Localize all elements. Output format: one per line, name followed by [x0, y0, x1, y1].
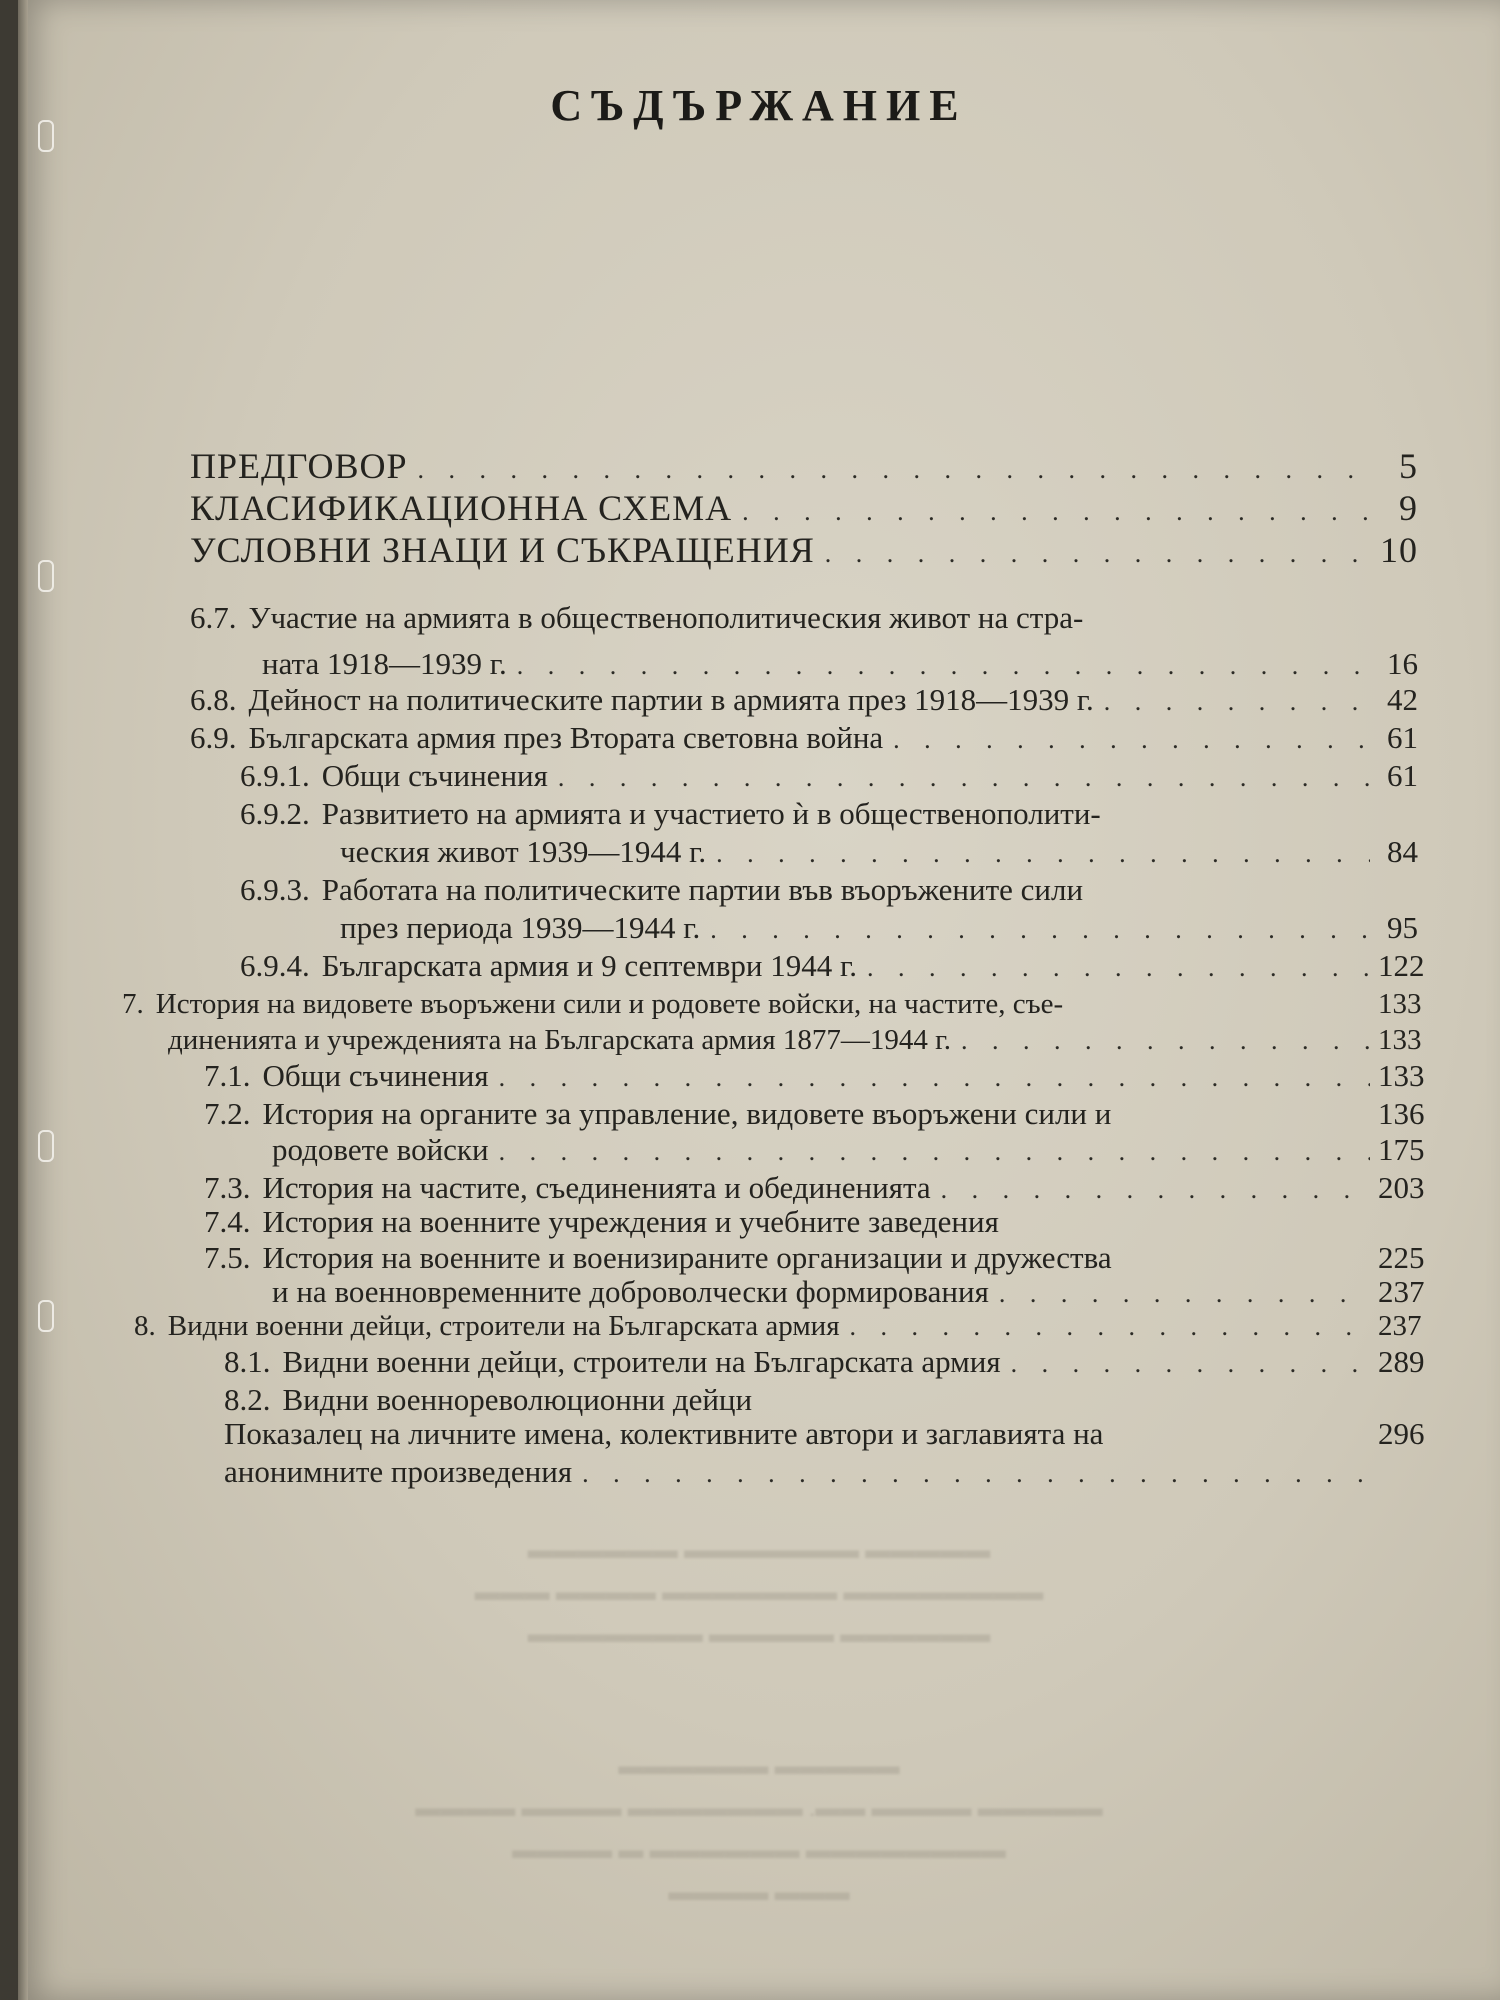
toc-page-number: 10: [1380, 530, 1418, 570]
toc-page-number: 133: [1378, 1024, 1422, 1056]
dot-leader: [999, 1281, 1370, 1307]
toc-entry-label: Общи съчинения: [262, 1058, 489, 1093]
toc-entry-label: Развитието на армията и участието ѝ в общественополити-: [321, 796, 1101, 831]
toc-entry-label: Участие на армията в общественополитическия живот на стра-: [248, 600, 1084, 635]
toc-entry-8-1: [224, 1344, 1425, 1379]
toc-entry-7-2: [204, 1096, 1425, 1131]
toc-page-number: 175: [1378, 1132, 1425, 1167]
toc-page-number: 136: [1378, 1096, 1425, 1131]
dot-leader: [1104, 689, 1370, 715]
toc-page-number: 95: [1387, 910, 1418, 945]
toc-page-number: 9: [1399, 488, 1418, 528]
binding-stitch: [38, 560, 54, 592]
toc-entry-classification-scheme: [190, 490, 1418, 526]
toc-entry-number: 6.8.: [190, 682, 237, 717]
toc-page-number: 237: [1378, 1310, 1422, 1342]
toc-entry-label: Българската армия през Втората световна война: [248, 720, 884, 755]
toc-page-number: 122: [1378, 948, 1425, 983]
toc-entry-8-2: [224, 1384, 1418, 1415]
toc-entry-number: 6.9.4.: [240, 948, 310, 983]
toc-page-number: 42: [1387, 682, 1418, 717]
toc-entry-index-cont: [224, 1456, 1418, 1487]
dot-leader: [499, 1065, 1370, 1091]
toc-entry-8: [134, 1310, 1422, 1342]
dot-leader: [1011, 1351, 1370, 1377]
toc-entry-label: КЛАСИФИКАЦИОННА СХЕМА: [190, 488, 733, 528]
book-page: [18, 0, 1500, 2000]
binding-stitch: [38, 1300, 54, 1332]
show-through-line: ▬▬▬▬▬▬▬▬ ▬▬▬▬▬▬▬ ▬▬▬▬ ▬▬▬: [474, 1579, 1044, 1606]
toc-entry-label: ната 1918—1939 г.: [262, 646, 507, 681]
toc-entry-label: Видни военнореволюционни дейци: [282, 1382, 753, 1417]
toc-entry-index: [224, 1416, 1425, 1451]
toc-entry-label: Общи съчинения: [321, 758, 548, 793]
toc-entry-label: ческия живот 1939—1944 г.: [340, 834, 707, 869]
dot-leader: [418, 457, 1370, 483]
dot-leader: [850, 1314, 1370, 1340]
show-through-line: ▬▬▬ ▬▬▬▬: [668, 1879, 850, 1906]
toc-entry-number: 7.2.: [204, 1096, 251, 1131]
toc-entry-7-cont: [168, 1024, 1422, 1056]
toc-entry-preface: [190, 448, 1418, 484]
dot-leader: [893, 727, 1370, 753]
dot-leader: [499, 1139, 1370, 1165]
toc-entry-number: 7.: [122, 988, 144, 1020]
dot-leader: [710, 917, 1370, 943]
toc-entry-7-2-cont: [272, 1132, 1425, 1167]
toc-entry-number: 7.4.: [204, 1204, 251, 1239]
toc-entry-label: Работата на политическите партии във въоръжените сили: [321, 872, 1084, 907]
toc-entry-label: История на военните и военизираните организации и дружества: [262, 1240, 1112, 1275]
toc-entry-number: 6.9.2.: [240, 796, 310, 831]
show-through-line: ▬▬▬▬▬ ▬▬▬▬▬▬▬ ▬▬▬▬▬▬: [527, 1537, 991, 1564]
dot-leader: [742, 499, 1370, 525]
toc-entry-symbols: [190, 532, 1418, 568]
toc-entry-label: Показалец на личните имена, колективните автори и заглавията на: [224, 1416, 1104, 1451]
toc-page-number: 133: [1378, 1058, 1425, 1093]
toc-entry-6-7-cont: [262, 648, 1418, 679]
toc-entry-number: 6.9.3.: [240, 872, 310, 907]
toc-entry-6-9-3: [240, 874, 1418, 905]
toc-entry-7-3: [204, 1170, 1425, 1205]
toc-page-number: 61: [1387, 758, 1418, 793]
toc-entry-6-8: [190, 684, 1418, 715]
binding-stitch: [38, 1130, 54, 1162]
toc-entry-number: 6.9.: [190, 720, 237, 755]
toc-entry-number: 8.: [134, 1310, 156, 1342]
toc-entry-6-9-4: [240, 948, 1425, 983]
toc-entry-7-5: [204, 1240, 1425, 1275]
page-title: СЪДЪРЖАНИЕ: [550, 81, 968, 130]
toc-entry-label: История на частите, съединенията и обединенията: [262, 1170, 931, 1205]
toc-page-number: 61: [1387, 720, 1418, 755]
show-through-line: ▬▬▬▬▬ ▬▬▬▬▬▬: [618, 1753, 900, 1780]
dot-leader: [558, 765, 1370, 791]
toc-entry-6-9-2: [240, 798, 1418, 829]
toc-entry-7: [122, 988, 1422, 1020]
toc-page-number: 296: [1378, 1416, 1425, 1451]
toc-entry-label: през периода 1939—1944 г.: [340, 910, 701, 945]
toc-entry-6-9-2-cont: [340, 836, 1418, 867]
toc-entry-number: 8.2.: [224, 1382, 271, 1417]
toc-entry-number: 7.3.: [204, 1170, 251, 1205]
toc-page-number: 289: [1378, 1344, 1425, 1379]
toc-entry-number: 7.5.: [204, 1240, 251, 1275]
toc-entry-label: История на видовете въоръжени сили и родовете войски, на частите, съе-: [155, 988, 1064, 1020]
toc-entry-label: Видни военни дейци, строители на Българската армия: [282, 1344, 1001, 1379]
toc-entry-label: История на военните учреждения и учебните заведения: [262, 1204, 999, 1239]
toc-page-number: 84: [1387, 834, 1418, 869]
toc-entry-label: анонимните произведения: [224, 1454, 573, 1489]
show-through-imprint: [18, 1530, 1500, 1914]
toc-entry-label: родовете войски: [272, 1132, 489, 1167]
toc-entry-number: 6.9.1.: [240, 758, 310, 793]
dot-leader: [582, 1461, 1370, 1487]
toc-entry-number: 8.1.: [224, 1344, 271, 1379]
toc-page-number: 225: [1378, 1240, 1425, 1275]
toc-page-number: 203: [1378, 1170, 1425, 1205]
toc-page-number: 133: [1378, 988, 1422, 1020]
dot-leader: [716, 841, 1370, 867]
toc-entry-label: и на военновременните доброволчески формирования: [272, 1274, 989, 1309]
toc-entry-number: 7.1.: [204, 1058, 251, 1093]
toc-entry-6-9-3-cont: [340, 912, 1418, 943]
dot-leader: [941, 1177, 1370, 1203]
toc-entry-7-1: [204, 1058, 1425, 1093]
toc-entry-label: Българската армия и 9 септември 1944 г.: [321, 948, 857, 983]
show-through-line: ▬▬▬▬▬▬▬▬ ▬▬▬▬▬▬ ▬ ▬▬▬▬: [512, 1837, 1006, 1864]
show-through-line: ▬▬▬▬▬▬ ▬▬▬▬▬ ▬▬▬▬▬▬▬: [527, 1621, 991, 1648]
dot-leader: [825, 541, 1370, 567]
toc-page-number: 237: [1378, 1274, 1425, 1309]
toc-entry-6-7: [190, 602, 1418, 633]
toc-entry-7-5-cont: [272, 1274, 1425, 1309]
dot-leader: [517, 653, 1370, 679]
dot-leader: [961, 1028, 1370, 1054]
toc-page-number: 5: [1399, 446, 1418, 486]
toc-entry-label: ПРЕДГОВОР: [190, 446, 408, 486]
dot-leader: [867, 955, 1370, 981]
toc-entry-6-9: [190, 722, 1418, 753]
toc-entry-label: Видни военни дейци, строители на Българската армия: [167, 1310, 840, 1342]
toc-entry-7-4: [204, 1206, 1418, 1237]
toc-entry-label: диненията и учрежденията на Българската армия 1877—1944 г.: [168, 1024, 951, 1056]
toc-page-number: 16: [1387, 646, 1418, 681]
toc-entry-6-9-1: [240, 760, 1418, 791]
show-through-line: ▬▬▬▬▬ ▬▬▬▬ ▬▬. ▬▬▬▬▬▬▬ ▬▬▬▬ ▬▬▬▬: [415, 1795, 1103, 1822]
toc-entry-label: Дейност на политическите партии в армията през 1918—1939 г.: [248, 682, 1094, 717]
toc-entry-label: УСЛОВНИ ЗНАЦИ И СЪКРАЩЕНИЯ: [190, 530, 815, 570]
toc-entry-label: История на органите за управление, видовете въоръжени сили и: [262, 1096, 1112, 1131]
toc-entry-number: 6.7.: [190, 600, 237, 635]
